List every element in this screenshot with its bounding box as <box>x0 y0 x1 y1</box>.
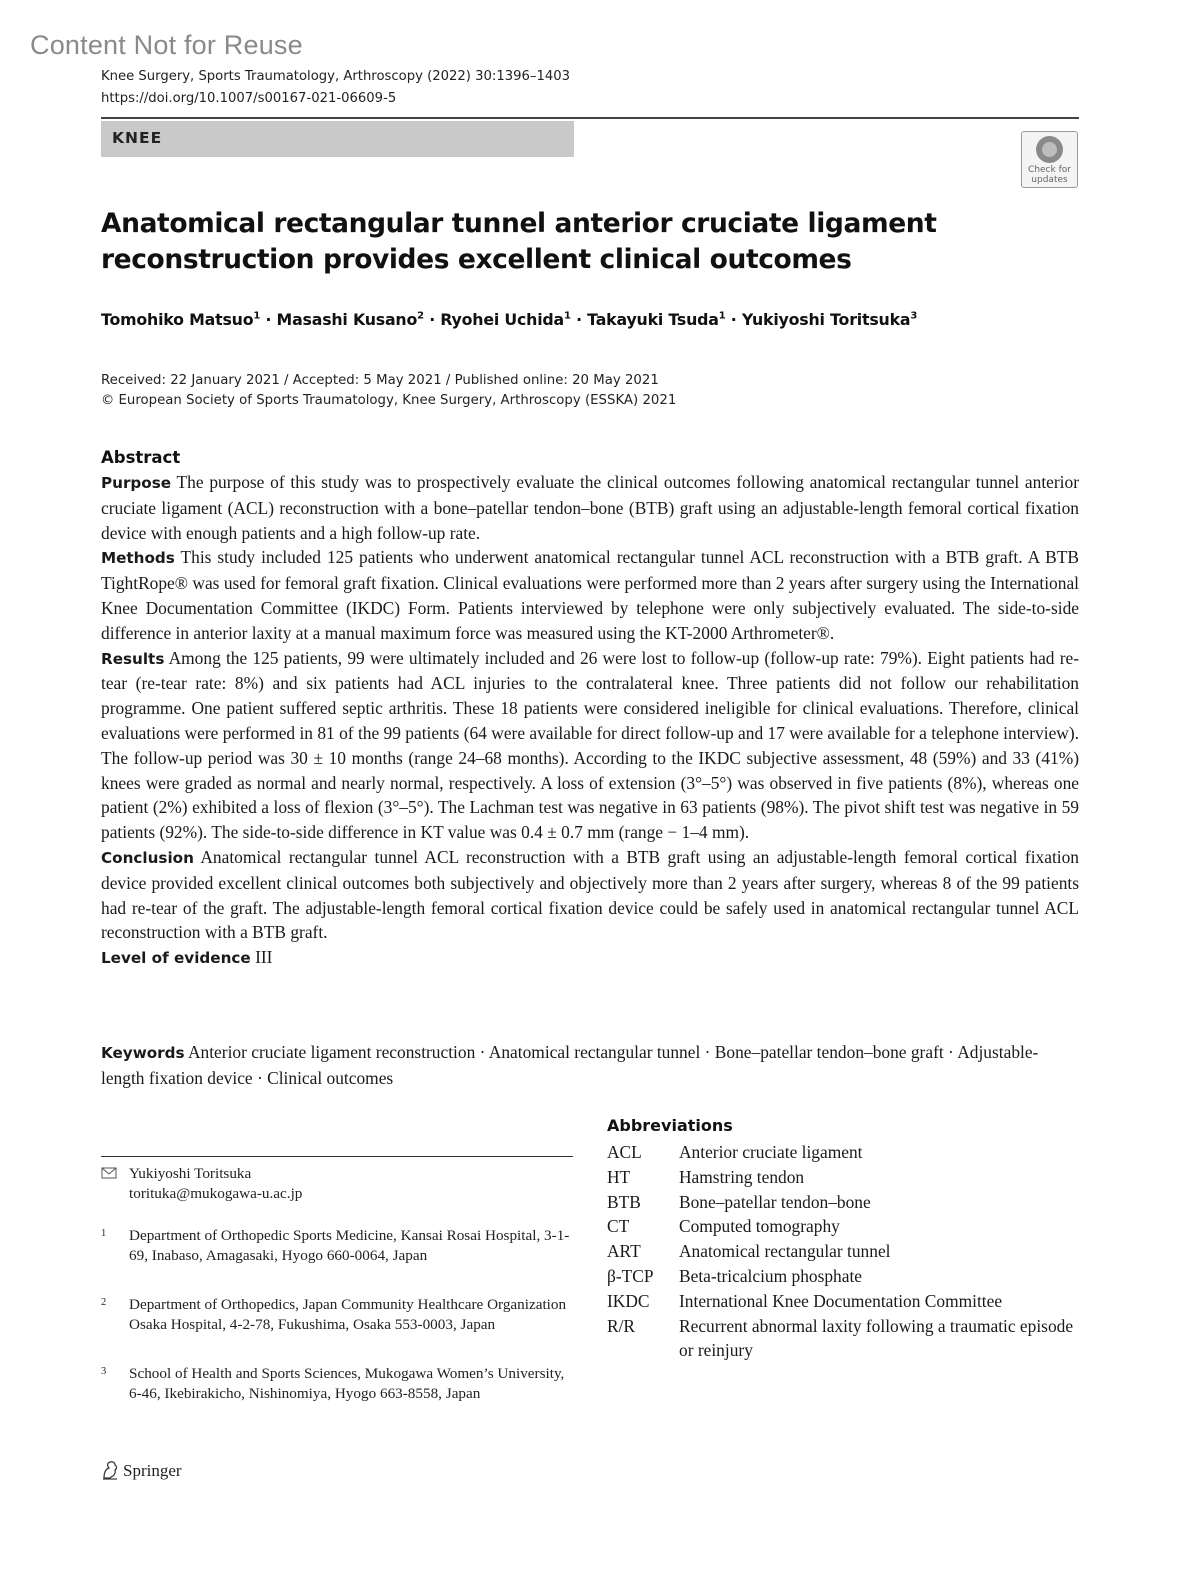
abbreviation-definition: Anatomical rectangular tunnel <box>679 1241 891 1262</box>
section-label: KNEE <box>112 129 163 147</box>
article-title: Anatomical rectangular tunnel anterior cruciate ligament reconstruction provides excellent clinical outcomes <box>101 208 937 275</box>
doi-link[interactable]: https://doi.org/10.1007/s00167-021-06609-5 <box>101 91 397 106</box>
journal-header <box>101 66 570 110</box>
methods-text: This study included 125 patients who underwent anatomical rectangular tunnel ACL reconstruction with a BTB graft. A BTB TightRope® was used for femoral graft fixation. Clinical evaluations were performed more than 2 years after surgery using the International Knee Documentation Committee (IKDC) Form. Patients interviewed by telephone were only subjectively evaluated. The side-to-side difference in anterior laxity at a manual maximum force was measured using the KT-2000 Arthrometer®. <box>101 547 1079 643</box>
author[interactable]: Tomohiko Matsuo$^1$ <box>101 310 261 329</box>
affiliation-text: Department of Orthopedic Sports Medicine, Kansai Rosai Hospital, 3-1-69, Inabaso, Amagasaki, Hyogo 660-0064, Japan <box>129 1227 570 1264</box>
purpose-label: Purpose <box>101 474 172 492</box>
check-updates-line1: Check for <box>1028 165 1071 175</box>
abbreviation-definition: Hamstring tendon <box>679 1166 805 1187</box>
abstract-heading: Abstract <box>101 448 181 467</box>
check-updates-text <box>1022 165 1077 185</box>
abbreviation-definition: Computed tomography <box>679 1216 840 1237</box>
abbreviation-term: IKDC <box>607 1290 650 1311</box>
results-label: Results <box>101 649 165 668</box>
abstract-level <box>101 945 1079 971</box>
correspondence <box>101 1164 571 1204</box>
keywords <box>101 1040 1079 1091</box>
abbreviation-row <box>607 1165 1087 1190</box>
abbreviation-row <box>607 1190 1087 1215</box>
author[interactable]: Ryohei Uchida$^1$ <box>440 310 571 329</box>
abbreviation-row <box>607 1239 1087 1264</box>
author[interactable]: Takayuki Tsuda$^1$ <box>587 310 726 329</box>
methods-label: Methods <box>101 549 175 568</box>
abbreviation-row <box>607 1314 1087 1364</box>
abbreviations <box>607 1114 1087 1363</box>
abstract-methods <box>101 545 1079 645</box>
abbreviation-definition: Beta-tricalcium phosphate <box>679 1265 863 1286</box>
level-label: Level of evidence <box>101 949 251 968</box>
abbreviation-row <box>607 1264 1087 1289</box>
abbreviation-row <box>607 1214 1087 1239</box>
publisher-logo <box>101 1460 182 1481</box>
level-text: III <box>255 947 273 968</box>
results-text: Among the 125 patients, 99 were ultimately included and 26 were lost to follow-up (follow-up rate: 79%). Eight patients had re-tear (re-tear rate: 8%) and six patients had ACL injuries to the contralateral knee. Three patients did not follow our rehabilitation programme. One patient suffered septic arthritis. These 18 patients were considered ineligible for clinical evaluations. Therefore, clinical evaluations were performed in 81 of the 99 patients (64 were available for direct follow-up and 17 were available for a telephone interview). The follow-up period was 30 ± 10 months (range 24–68 months). According to the IKDC subjective assessment, 48 (59%) and 33 (41%) knees were graded as normal and nearly normal, respectively. A loss of extension (3°–5°) was observed in five patients (8%), whereas one patient (2%) exhibited a loss of flexion (3°–5°). The Lachman test was negative in 63 patients (98%). The pivot shift test was negative in 59 patients (92%). The side-to-side difference in KT value was 0.4 ± 0.7 mm (range − 1–4 mm). <box>101 647 1079 843</box>
abbreviation-term: R/R <box>607 1315 636 1336</box>
author[interactable]: Yukiyoshi Toritsuka$^3$ <box>741 310 918 329</box>
affiliation <box>101 1226 571 1266</box>
check-for-updates-icon[interactable] <box>1021 131 1078 188</box>
history-dates: Received: 22 January 2021 / Accepted: 5 May 2021 / Published online: 20 May 2021 <box>101 373 659 388</box>
affiliation-text: Department of Orthopedics, Japan Community Healthcare Organization Osaka Hospital, 4-2-78, Fukushima, Osaka 553-0003, Japan <box>129 1296 567 1333</box>
conclusion-label: Conclusion <box>101 848 194 867</box>
abbreviation-definition: Recurrent abnormal laxity following a traumatic episode or reinjury <box>679 1315 1074 1361</box>
abbreviation-term: CT <box>607 1216 630 1237</box>
abbreviation-term: ACL <box>607 1142 642 1162</box>
copyright-line: © European Society of Sports Traumatology, Knee Surgery, Arthroscopy (ESSKA) 2021 <box>101 393 677 408</box>
footnote-rule <box>101 1156 573 1157</box>
keywords-label: Keywords <box>101 1044 185 1062</box>
journal-citation: Knee Surgery, Sports Traumatology, Arthroscopy (2022) 30:1396–1403 <box>101 69 571 84</box>
publisher-name: Springer <box>123 1461 182 1480</box>
abstract-purpose <box>101 470 1079 545</box>
author-list: Tomohiko Matsuo$^1$ · Masashi Kusano$^2$ · Ryohei Uchida$^1$ · Takayuki Tsuda$^1$ · Yukiyoshi Toritsuka$^3$ <box>101 310 918 329</box>
keywords-text: Anterior cruciate ligament reconstruction · Anatomical rectangular tunnel · Bone–patellar tendon–bone graft · Adjustable-length fixation device · Clinical outcomes <box>101 1042 1039 1088</box>
abbreviations-heading: Abbreviations <box>607 1116 733 1135</box>
affiliation-number: 3 <box>101 1366 107 1377</box>
correspondence-name: Yukiyoshi Toritsuka <box>129 1165 252 1182</box>
purpose-text: The purpose of this study was to prospectively evaluate the clinical outcomes following anatomical rectangular tunnel anterior cruciate ligament (ACL) reconstruction with a bone–patellar tendon–bone (BTB) graft using an adjustable-length femoral cortical fixation device with enough patients and a high follow-up rate. <box>101 472 1079 543</box>
springer-horse-icon <box>101 1460 119 1480</box>
check-updates-circle <box>1036 136 1063 163</box>
abbreviation-definition: Anterior cruciate ligament <box>679 1142 863 1162</box>
header-rule <box>101 117 1079 119</box>
affiliation <box>101 1364 571 1404</box>
abbreviation-term: β-TCP <box>607 1265 654 1286</box>
affiliation-text: School of Health and Sports Sciences, Mukogawa Women’s University, 6-46, Ikebirakicho, Nishinomiya, Hyogo 663-8558, Japan <box>129 1365 565 1402</box>
abstract-results <box>101 646 1079 845</box>
check-updates-line2: updates <box>1031 175 1068 185</box>
abbreviation-term: ART <box>607 1241 641 1262</box>
affiliation-number: 1 <box>101 1228 107 1239</box>
author[interactable]: Masashi Kusano$^2$ <box>276 310 424 329</box>
abstract <box>101 446 1079 971</box>
section-banner <box>101 121 574 157</box>
abbreviation-definition: International Knee Documentation Committee <box>679 1290 1003 1311</box>
abbreviation-term: BTB <box>607 1191 641 1212</box>
abbreviation-row <box>607 1140 1087 1165</box>
abbreviation-row <box>607 1289 1087 1314</box>
abbreviation-definition: Bone–patellar tendon–bone <box>679 1191 871 1212</box>
abbreviation-term: HT <box>607 1166 631 1187</box>
publication-dates <box>101 371 676 411</box>
conclusion-text: Anatomical rectangular tunnel ACL reconstruction with a BTB graft using an adjustable-length femoral cortical fixation device provided excellent clinical outcomes both subjectively and objectively more than 2 years after surgery, whereas 8 of the 99 patients had re-tear of the graft. The adjustable-length femoral cortical fixation device could be safely used in anatomical rectangular tunnel ACL reconstruction with a BTB graft. <box>101 846 1079 943</box>
affiliation-number: 2 <box>101 1297 107 1308</box>
affiliation <box>101 1295 571 1335</box>
abstract-conclusion <box>101 845 1079 945</box>
correspondence-email[interactable]: torituka@mukogawa-u.ac.jp <box>129 1185 303 1202</box>
watermark: Content Not for Reuse <box>30 30 303 60</box>
envelope-icon <box>101 1166 117 1180</box>
